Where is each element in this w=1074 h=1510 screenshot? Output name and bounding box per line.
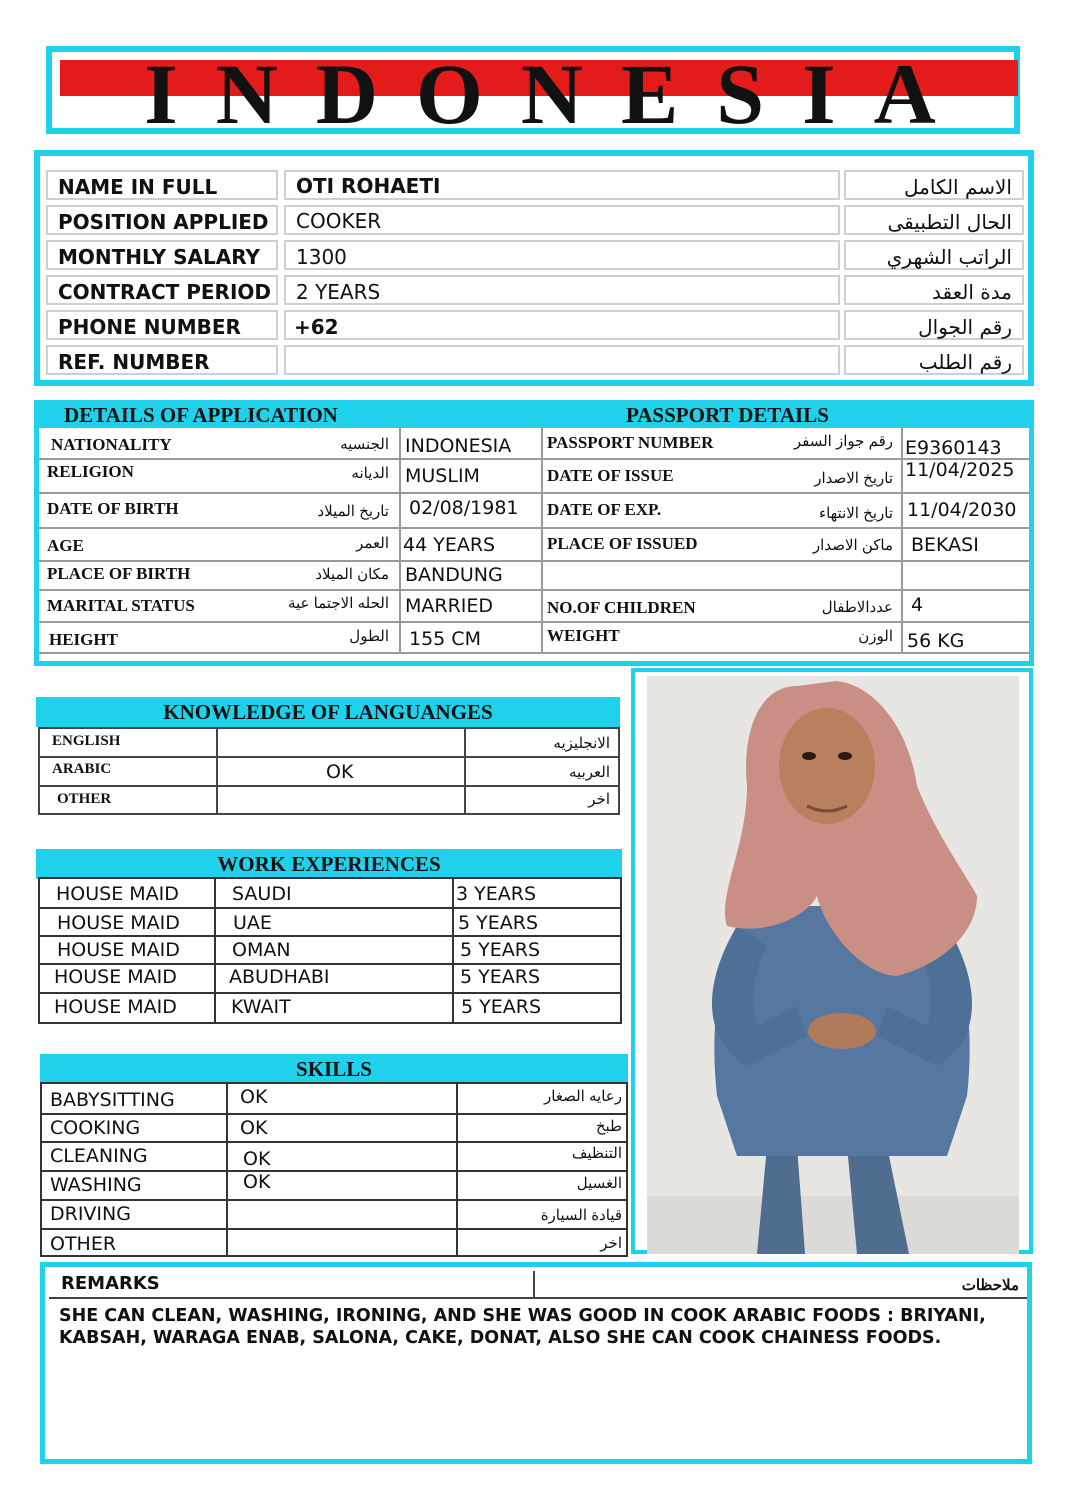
weight-label: WEIGHT — [547, 626, 620, 645]
grid-line — [456, 1084, 458, 1257]
details-grid — [34, 428, 1034, 666]
place-issued-value: BEKASI — [911, 534, 979, 556]
place-issued-label: PLACE OF ISSUED — [547, 534, 698, 553]
skill-value: OK — [243, 1171, 271, 1193]
expiry-date-arabic: تاريخ الانتهاء — [819, 505, 893, 522]
pob-value: BANDUNG — [405, 564, 503, 586]
grid-line — [42, 1141, 628, 1143]
remarks-label: REMARKS — [61, 1273, 160, 1294]
skill-label: OTHER — [50, 1233, 117, 1255]
grid-line — [40, 963, 622, 965]
work-years: 5 YEARS — [460, 939, 540, 961]
contract-label: CONTRACT PERIOD — [58, 280, 271, 304]
age-value: 44 YEARS — [403, 534, 496, 556]
name-value-cell — [284, 170, 840, 200]
work-years: 5 YEARS — [458, 912, 538, 934]
skill-arabic: اخر — [600, 1235, 622, 1252]
grid-line — [40, 992, 622, 994]
remarks-box — [40, 1262, 1032, 1464]
age-arabic: العمر — [356, 535, 389, 552]
height-value: 155 CM — [409, 628, 481, 650]
place-issued-arabic: ماكن الاصدار — [812, 537, 893, 554]
salary-label-cell — [46, 240, 278, 270]
name-label: NAME IN FULL — [58, 175, 218, 199]
position-value-cell — [284, 205, 840, 235]
work-country: SAUDI — [232, 883, 292, 905]
salary-arabic: الراتب الشهري — [886, 245, 1012, 269]
phone-value: +62 — [294, 315, 339, 339]
religion-label: RELIGION — [47, 462, 134, 481]
pob-arabic: مكان الميلاد — [315, 566, 389, 583]
skill-value: OK — [240, 1086, 268, 1108]
lang-other-label: OTHER — [57, 791, 112, 807]
nationality-label: NATIONALITY — [51, 435, 172, 454]
work-country: UAE — [233, 912, 272, 934]
nationality-value: INDONESIA — [405, 435, 512, 457]
work-job: HOUSE MAID — [54, 996, 177, 1018]
skill-arabic: التنظيف — [571, 1145, 622, 1162]
phone-value-cell — [284, 310, 840, 340]
work-table — [38, 877, 622, 1024]
religion-arabic: الديانه — [351, 465, 389, 482]
ref-arabic-cell — [844, 345, 1024, 375]
weight-value: 56 KG — [907, 630, 965, 652]
position-label-cell — [46, 205, 278, 235]
remarks-label-cell — [49, 1271, 535, 1299]
grid-line — [42, 1199, 628, 1201]
work-job: HOUSE MAID — [56, 883, 179, 905]
skill-value: OK — [243, 1148, 271, 1170]
grid-line — [40, 935, 622, 937]
expiry-date-value: 11/04/2030 — [907, 499, 1017, 521]
phone-arabic-cell — [844, 310, 1024, 340]
skill-label: DRIVING — [50, 1203, 131, 1225]
pob-label: PLACE OF BIRTH — [47, 564, 191, 583]
work-years: 5 YEARS — [461, 996, 541, 1018]
dob-arabic: تاريخ الميلاد — [317, 503, 389, 520]
dob-label: DATE OF BIRTH — [47, 499, 179, 518]
applicant-photo — [647, 676, 1019, 1254]
grid-line — [42, 1228, 628, 1230]
children-label: NO.OF CHILDREN — [547, 598, 696, 617]
grid-line — [39, 589, 1029, 591]
grid-line — [214, 879, 216, 1024]
work-years: 5 YEARS — [460, 966, 540, 988]
skills-title: SKILLS — [40, 1054, 628, 1082]
grid-line — [42, 1170, 628, 1172]
expiry-date-label: DATE OF EXP. — [547, 500, 662, 519]
phone-label: PHONE NUMBER — [58, 315, 241, 339]
grid-line — [901, 428, 903, 654]
age-label: AGE — [47, 536, 84, 555]
grid-line — [39, 652, 1029, 654]
passport-number-value: E9360143 — [905, 437, 1002, 459]
grid-line — [39, 621, 1029, 623]
languages-table — [38, 727, 620, 815]
country-title: INDONESIA — [144, 46, 974, 142]
grid-line — [39, 560, 1029, 562]
phone-arabic: رقم الجوال — [918, 315, 1012, 339]
skill-arabic: الغسيل — [576, 1175, 622, 1192]
ref-arabic: رقم الطلب — [918, 350, 1012, 374]
nationality-arabic: الجنسيه — [340, 436, 389, 453]
lang-arabic-label: ARABIC — [52, 761, 112, 777]
work-country: OMAN — [232, 939, 291, 961]
application-details-title: DETAILS OF APPLICATION — [64, 403, 338, 427]
skill-arabic: رعايه الصغار — [544, 1088, 622, 1105]
contract-value-cell — [284, 275, 840, 305]
grid-line — [40, 785, 620, 787]
lang-arabic-value: OK — [326, 761, 354, 783]
issue-date-arabic: تاريخ الاصدار — [814, 470, 893, 487]
lang-english-arabic: الانجليزيه — [553, 735, 610, 752]
name-label-cell — [46, 170, 278, 200]
skill-label: CLEANING — [50, 1145, 148, 1167]
name-arabic: الاسم الكامل — [903, 175, 1012, 199]
skill-label: WASHING — [50, 1174, 142, 1196]
applicant-photo-illustration — [647, 676, 1019, 1254]
personal-info-table — [34, 150, 1034, 386]
lang-other-arabic: اخر — [588, 791, 610, 808]
children-value: 4 — [911, 594, 924, 616]
name-arabic-cell — [844, 170, 1024, 200]
contract-label-cell — [46, 275, 278, 305]
salary-value: 1300 — [296, 245, 347, 269]
dob-value: 02/08/1981 — [409, 497, 519, 519]
position-value: COOKER — [296, 209, 382, 233]
lang-english-label: ENGLISH — [52, 733, 121, 749]
photo-frame — [631, 668, 1033, 1254]
work-job: HOUSE MAID — [57, 939, 180, 961]
skill-arabic: طبخ — [595, 1118, 622, 1135]
grid-line — [40, 907, 622, 909]
grid-line — [39, 527, 1029, 529]
grid-line — [464, 729, 466, 815]
grid-line — [399, 428, 401, 654]
remarks-arabic: ملاحظات — [961, 1277, 1019, 1294]
work-job: HOUSE MAID — [54, 966, 177, 988]
skill-label: COOKING — [50, 1117, 141, 1139]
lang-arabic-arabic: العربيه — [569, 764, 610, 781]
skills-table — [40, 1082, 628, 1257]
passport-number-arabic: رقم جواز السفر — [793, 433, 893, 450]
grid-line — [39, 492, 1029, 494]
position-label: POSITION APPLIED — [58, 210, 269, 234]
grid-line — [39, 458, 1029, 460]
ref-value-cell — [284, 345, 840, 375]
work-job: HOUSE MAID — [57, 912, 180, 934]
contract-value: 2 YEARS — [296, 280, 381, 304]
work-country: ABUDHABI — [229, 966, 330, 988]
ref-label-cell — [46, 345, 278, 375]
marital-arabic: الحله الاجتما عية — [287, 595, 389, 612]
work-title: WORK EXPERIENCES — [36, 849, 622, 879]
passport-number-label: PASSPORT NUMBER — [547, 433, 714, 452]
work-country: KWAIT — [231, 996, 291, 1018]
salary-arabic-cell — [844, 240, 1024, 270]
salary-value-cell — [284, 240, 840, 270]
skill-value: OK — [240, 1117, 268, 1139]
skill-label: BABYSITTING — [50, 1089, 175, 1111]
grid-line — [40, 756, 620, 758]
languages-title: KNOWLEDGE OF LANGUANGES — [36, 697, 620, 727]
marital-label: MARITAL STATUS — [47, 596, 195, 615]
remarks-arabic-cell — [535, 1271, 1027, 1299]
issue-date-value: 11/04/2025 — [905, 459, 1015, 481]
remarks-text: SHE CAN CLEAN, WASHING, IRONING, AND SHE WAS GOOD IN COOK ARABIC FOODS : BRIYANI, KABSAH, WARAGA ENAB, SALONA, CAKE, DONAT, ALSO SHE CAN COOK CHAINESS FOODS. — [59, 1306, 986, 1348]
ref-label: REF. NUMBER — [58, 350, 210, 374]
grid-line — [226, 1084, 228, 1257]
grid-line — [452, 879, 454, 1024]
marital-value: MARRIED — [405, 595, 494, 617]
salary-label: MONTHLY SALARY — [58, 245, 260, 269]
grid-line — [42, 1113, 628, 1115]
contract-arabic-cell — [844, 275, 1024, 305]
height-arabic: الطول — [349, 628, 389, 645]
passport-details-title: PASSPORT DETAILS — [626, 403, 829, 427]
phone-label-cell — [46, 310, 278, 340]
country-banner — [46, 46, 1020, 142]
weight-arabic: الوزن — [858, 628, 893, 645]
position-arabic-cell — [844, 205, 1024, 235]
children-arabic: عددالاطفال — [821, 599, 893, 616]
skill-arabic: قيادة السيارة — [540, 1207, 622, 1224]
religion-value: MUSLIM — [405, 465, 480, 487]
details-header — [34, 400, 1034, 430]
issue-date-label: DATE OF ISSUE — [547, 466, 674, 485]
name-value: OTI ROHAETI — [296, 174, 441, 198]
work-years: 3 YEARS — [456, 883, 536, 905]
grid-line — [541, 428, 543, 654]
contract-arabic: مدة العقد — [932, 280, 1012, 304]
grid-line — [216, 729, 218, 815]
position-arabic: الحال التطبيقى — [887, 210, 1012, 234]
height-label: HEIGHT — [49, 630, 118, 649]
